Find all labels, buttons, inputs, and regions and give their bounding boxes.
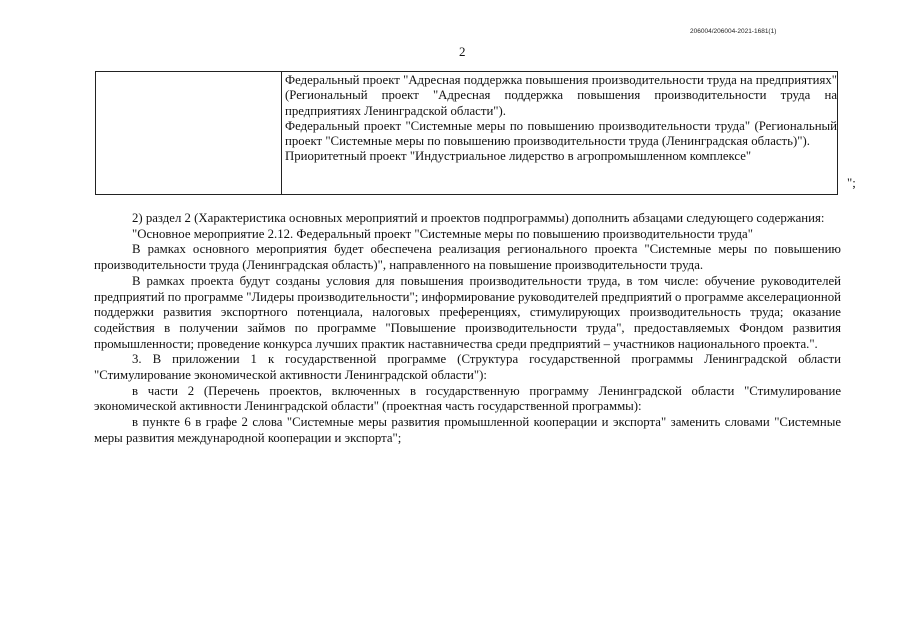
projects-table: [95, 71, 838, 195]
body-paragraph-7: в пункте 6 в графе 2 слова "Системные меры развития промышленной кооперации и экспорта" заменить словами "Системные меры развития международной кооперации и экспорта";: [94, 415, 841, 445]
page-number: 2: [459, 44, 466, 59]
table-closing-quote: ";: [847, 176, 856, 190]
body-paragraph-3: В рамках основного мероприятия будет обеспечена реализация регионального проекта "Системные меры по повышению производительности труда (Ленинградская область)", направленного на повышение производительности труда.: [94, 242, 841, 273]
body-paragraph-2: "Основное мероприятие 2.12. Федеральный проект "Системные меры по повышению производительности труда": [132, 226, 753, 241]
body-paragraph-1: 2) раздел 2 (Характеристика основных мероприятий и проектов подпрограммы) дополнить абзацами следующего содержания:: [132, 211, 825, 225]
table-paragraph-1: Федеральный проект "Адресная поддержка повышения производительности труда на предприятиях" (Региональный проект "Адресная поддержка повышения производительности труда на предприятиях Ленинградской области").: [285, 73, 837, 118]
document-body: [94, 211, 841, 447]
body-paragraph-4: В рамках проекта будут созданы условия для повышения производительности труда, в том числе: обучение руководителей предприятий по программе "Лидеры производительности"; информирование руководителей предприятий о программе акселерационной поддержки развития экспортного потенциала, налоговых преференциях, стимулирующих производительность труда; оказание содействия в получении займов по программе "Повышение производительности труда", предоставляемых Фондом развития промышленности; проведение конкурса лучших практик наставничества среди предприятий – участников национального проекта.".: [94, 273, 841, 351]
table-paragraph-3: Приоритетный проект "Индустриальное лидерство в агропромышленном комплексе": [285, 149, 752, 164]
body-paragraph-5: 3. В приложении 1 к государственной программе (Структура государственной программы Ленинградской области "Стимулирование экономической активности Ленинградской области"):: [94, 352, 841, 383]
table-paragraph-2: Федеральный проект "Системные меры по повышению производительности труда" (Региональный проект "Системные меры по повышению производительности труда (Ленинградская область)").: [285, 118, 837, 149]
body-paragraph-6: в части 2 (Перечень проектов, включенных в государственную программу Ленинградской области "Стимулирование экономической активности Ленинградской области" (проектная часть государственной программы):: [94, 383, 841, 414]
table-projects-cell: [285, 73, 837, 165]
document-id: 206004/206004-2021-1681(1): [690, 28, 777, 35]
table-empty-cell: [96, 72, 282, 194]
